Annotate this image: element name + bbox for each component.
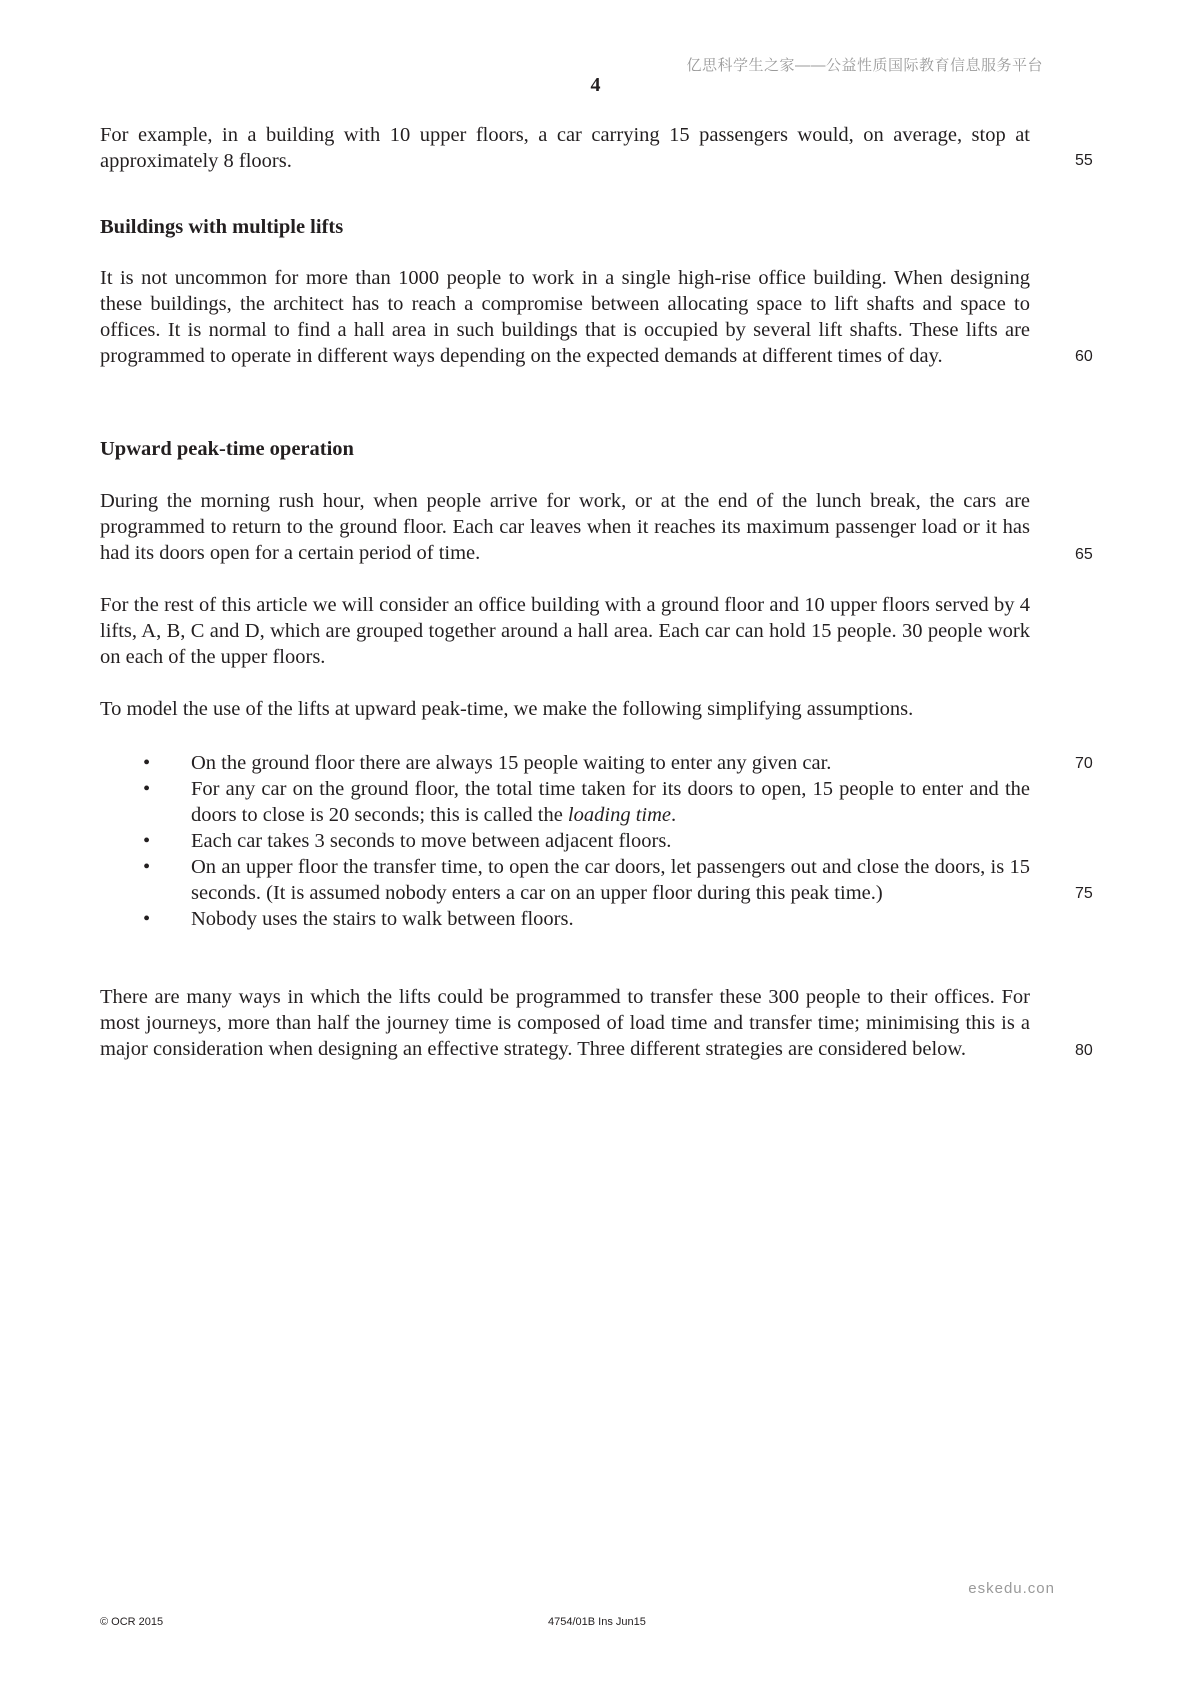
paragraph-assumptions-intro: To model the use of the lifts at upward peak-time, we make the following simplifying assumptions.	[100, 698, 914, 720]
list-item-text: On the ground floor there are always 15 people waiting to enter any given car.	[191, 752, 832, 774]
paragraph-example: For example, in a building with 10 upper floors, a car carrying 15 passengers would, on average, stop at approximately 8 floors.	[100, 124, 1030, 172]
footer-copyright: © OCR 2015	[100, 1616, 164, 1628]
list-item-text: Each car takes 3 seconds to move between adjacent floors.	[191, 830, 672, 852]
list-item	[100, 854, 1030, 906]
paragraph-multiple-lifts: It is not uncommon for more than 1000 people to work in a single high-rise office building. When designing these buildings, the architect has to reach a compromise between allocating space to lift shafts and space to offices. It is normal to find a hall area in such buildings that is occupied by several lift shafts. These lifts are programmed to operate in different ways depending on the expected demands at different times of day.	[100, 267, 1030, 367]
list-item	[100, 828, 1030, 854]
footer-watermark: eskedu.con	[968, 1580, 1055, 1597]
bullet-icon: •	[143, 778, 151, 800]
footer-paper-code: 4754/01B Ins Jun15	[548, 1616, 646, 1628]
list-item	[100, 750, 1030, 776]
header-watermark: 亿思科学生之家——公益性质国际教育信息服务平台	[686, 57, 1043, 74]
paragraph-strategies: There are many ways in which the lifts could be programmed to transfer these 300 people to their offices. For most journeys, more than half the journey time is composed of load time and transfer time; minimising this is a major consideration when designing an effective strategy. Three different strategies are considered below.	[100, 986, 1030, 1060]
list-item	[100, 906, 1030, 932]
page-number: 4	[590, 74, 601, 96]
list-item-text: On an upper floor the transfer time, to open the car doors, let passengers out and close the doors, is 15 seconds. (It is assumed nobody enters a car on an upper floor during this peak time.)	[191, 856, 1030, 904]
line-number-75: 75	[1075, 885, 1093, 902]
bullet-icon: •	[143, 752, 151, 774]
line-number-65: 65	[1075, 546, 1093, 563]
bullet-icon: •	[143, 908, 151, 930]
line-number-55: 55	[1075, 152, 1093, 169]
list-item-text: Nobody uses the stairs to walk between floors.	[191, 908, 574, 930]
assumptions-list	[100, 750, 1030, 932]
line-number-80: 80	[1075, 1042, 1093, 1059]
list-item-text-end: .	[670, 804, 677, 826]
paragraph-rush-hour: During the morning rush hour, when people arrive for work, or at the end of the lunch break, the cars are programmed to return to the ground floor. Each car leaves when it reaches its maximum passenger load or it has had its doors open for a certain period of time.	[100, 490, 1030, 564]
bullet-icon: •	[143, 830, 151, 852]
bullet-icon: •	[143, 856, 151, 878]
list-item	[100, 776, 1030, 828]
heading-upward-peak: Upward peak-time operation	[100, 438, 354, 460]
line-number-70: 70	[1075, 755, 1093, 772]
paragraph-office-building: For the rest of this article we will consider an office building with a ground floor and 10 upper floors served by 4 lifts, A, B, C and D, which are grouped together around a hall area. Each car can hold 15 people. 30 people work on each of the upper floors.	[100, 594, 1030, 668]
line-number-60: 60	[1075, 348, 1093, 365]
term-loading-time: loading time	[567, 804, 671, 826]
list-item-text: For any car on the ground floor, the total time taken for its doors to open, 15 people to enter and the doors to close is 20 seconds; this is called the	[191, 778, 1030, 826]
heading-multiple-lifts: Buildings with multiple lifts	[100, 216, 344, 238]
